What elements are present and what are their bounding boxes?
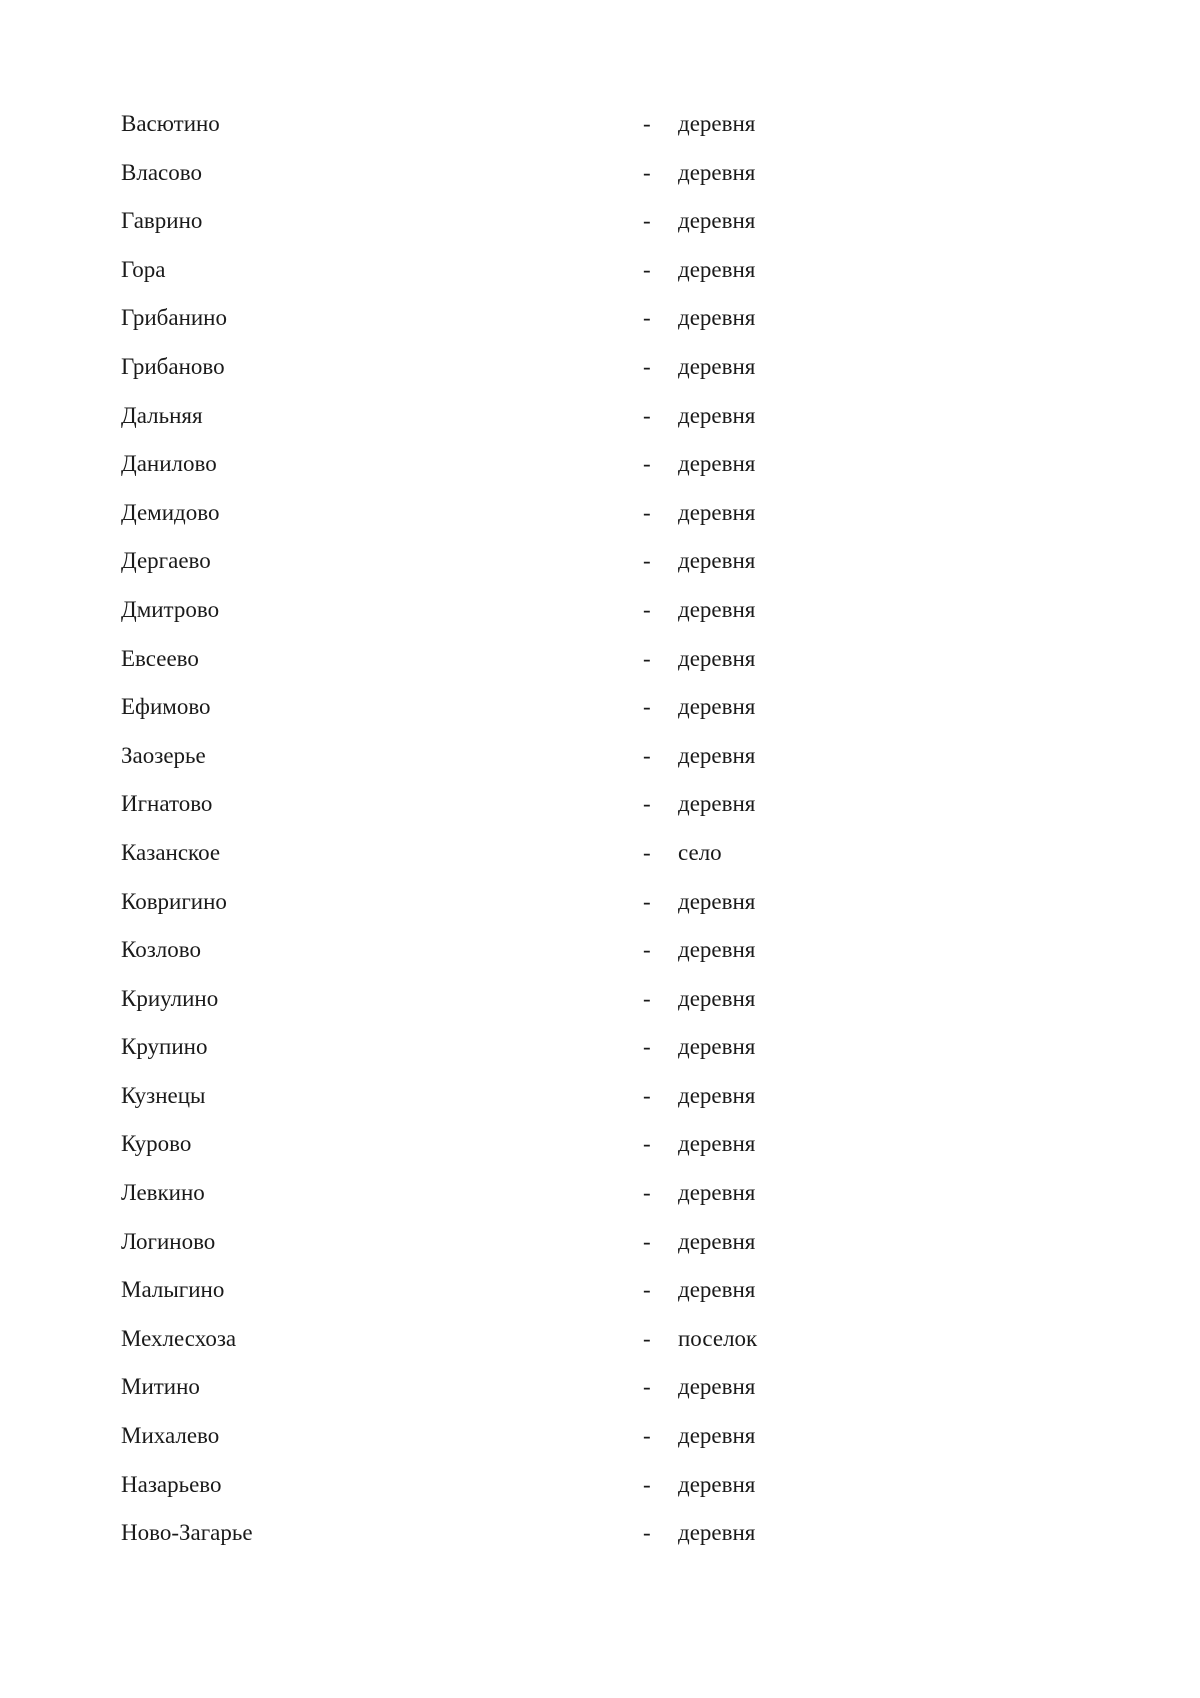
- settlement-name: Гора: [121, 256, 166, 282]
- list-item: [121, 305, 1021, 354]
- list-item: [121, 1520, 1021, 1569]
- list-item: [121, 1326, 1021, 1375]
- separator-dash: -: [643, 451, 651, 477]
- settlement-type: деревня: [678, 1034, 756, 1060]
- settlement-type: деревня: [678, 499, 756, 525]
- separator-dash: -: [643, 1374, 651, 1400]
- settlement-type: деревня: [678, 596, 756, 622]
- settlement-name: Крупино: [121, 1034, 208, 1060]
- separator-dash: -: [643, 548, 651, 574]
- settlement-name: Данилово: [121, 451, 217, 477]
- list-item: [121, 937, 1021, 986]
- separator-dash: -: [643, 596, 651, 622]
- settlement-type: деревня: [678, 645, 756, 671]
- settlement-type: село: [678, 839, 722, 865]
- settlement-name: Казанское: [121, 839, 221, 865]
- separator-dash: -: [643, 402, 651, 428]
- separator-dash: -: [643, 353, 651, 379]
- list-item: [121, 354, 1021, 403]
- separator-dash: -: [643, 888, 651, 914]
- separator-dash: -: [643, 1277, 651, 1303]
- settlement-name: Грибаново: [121, 353, 225, 379]
- settlement-name: Васютино: [121, 111, 220, 136]
- settlement-name: Ковригино: [121, 888, 227, 914]
- list-item: [121, 111, 1021, 160]
- settlement-name: Мехлесхоза: [121, 1325, 237, 1351]
- settlement-name: Грибанино: [121, 305, 227, 331]
- separator-dash: -: [643, 256, 651, 282]
- settlement-type: деревня: [678, 1277, 756, 1303]
- list-item: [121, 1180, 1021, 1229]
- list-item: [121, 548, 1021, 597]
- separator-dash: -: [643, 305, 651, 331]
- settlement-type: деревня: [678, 256, 756, 282]
- separator-dash: -: [643, 1423, 651, 1449]
- separator-dash: -: [643, 937, 651, 963]
- separator-dash: -: [643, 645, 651, 671]
- settlement-type: деревня: [678, 1082, 756, 1108]
- list-item: [121, 1423, 1021, 1472]
- list-item: [121, 743, 1021, 792]
- separator-dash: -: [643, 839, 651, 865]
- settlement-name: Власово: [121, 159, 202, 185]
- settlement-name: Назарьево: [121, 1471, 222, 1497]
- list-item: [121, 1083, 1021, 1132]
- settlement-name: Козлово: [121, 937, 201, 963]
- separator-dash: -: [643, 742, 651, 768]
- list-item: [121, 791, 1021, 840]
- settlement-name: Дергаево: [121, 548, 211, 574]
- settlement-type: деревня: [678, 888, 756, 914]
- separator-dash: -: [643, 1131, 651, 1157]
- settlement-type: деревня: [678, 402, 756, 428]
- list-item: [121, 1277, 1021, 1326]
- settlement-name: Ново-Загарье: [121, 1520, 253, 1546]
- settlement-name: Курово: [121, 1131, 192, 1157]
- list-item: [121, 451, 1021, 500]
- settlement-name: Малыгино: [121, 1277, 225, 1303]
- separator-dash: -: [643, 1180, 651, 1206]
- settlement-type: деревня: [678, 742, 756, 768]
- settlement-type: деревня: [678, 548, 756, 574]
- settlement-type: деревня: [678, 694, 756, 720]
- list-item: [121, 257, 1021, 306]
- settlement-name: Дальняя: [121, 402, 203, 428]
- settlement-type: деревня: [678, 985, 756, 1011]
- settlement-name: Игнатово: [121, 791, 213, 817]
- settlement-type: деревня: [678, 159, 756, 185]
- separator-dash: -: [643, 1471, 651, 1497]
- list-item: [121, 889, 1021, 938]
- settlement-name: Митино: [121, 1374, 200, 1400]
- settlement-type: деревня: [678, 1228, 756, 1254]
- list-item: [121, 1229, 1021, 1278]
- list-item: [121, 597, 1021, 646]
- settlement-type: деревня: [678, 208, 756, 234]
- settlement-type: деревня: [678, 1520, 756, 1546]
- settlement-type: деревня: [678, 353, 756, 379]
- settlement-type: деревня: [678, 1374, 756, 1400]
- settlement-type: деревня: [678, 1423, 756, 1449]
- list-item: [121, 500, 1021, 549]
- settlement-name: Евсеево: [121, 645, 199, 671]
- list-item: [121, 694, 1021, 743]
- separator-dash: -: [643, 791, 651, 817]
- separator-dash: -: [643, 1228, 651, 1254]
- list-item: [121, 160, 1021, 209]
- list-item: [121, 646, 1021, 695]
- settlement-list: [121, 111, 1021, 1569]
- separator-dash: -: [643, 985, 651, 1011]
- list-item: [121, 1034, 1021, 1083]
- list-item: [121, 1131, 1021, 1180]
- list-item: [121, 1472, 1021, 1521]
- separator-dash: -: [643, 159, 651, 185]
- settlement-name: Михалево: [121, 1423, 220, 1449]
- list-item: [121, 840, 1021, 889]
- settlement-type: деревня: [678, 1131, 756, 1157]
- settlement-type: поселок: [678, 1325, 758, 1351]
- settlement-name: Заозерье: [121, 742, 206, 768]
- list-item: [121, 986, 1021, 1035]
- settlement-name: Гаврино: [121, 208, 203, 234]
- settlement-name: Логиново: [121, 1228, 216, 1254]
- settlement-type: деревня: [678, 1471, 756, 1497]
- settlement-type: деревня: [678, 451, 756, 477]
- settlement-name: Кузнецы: [121, 1082, 206, 1108]
- separator-dash: -: [643, 694, 651, 720]
- separator-dash: -: [643, 1520, 651, 1546]
- list-item: [121, 1374, 1021, 1423]
- settlement-name: Ефимово: [121, 694, 211, 720]
- settlement-name: Криулино: [121, 985, 219, 1011]
- settlement-type: деревня: [678, 111, 756, 136]
- separator-dash: -: [643, 1034, 651, 1060]
- separator-dash: -: [643, 208, 651, 234]
- settlement-name: Дмитрово: [121, 596, 220, 622]
- separator-dash: -: [643, 111, 651, 136]
- separator-dash: -: [643, 1325, 651, 1351]
- separator-dash: -: [643, 1082, 651, 1108]
- settlement-name: Демидово: [121, 499, 220, 525]
- settlement-type: деревня: [678, 305, 756, 331]
- list-item: [121, 208, 1021, 257]
- settlement-type: деревня: [678, 791, 756, 817]
- separator-dash: -: [643, 499, 651, 525]
- list-item: [121, 403, 1021, 452]
- settlement-name: Левкино: [121, 1180, 205, 1206]
- settlement-type: деревня: [678, 937, 756, 963]
- settlement-type: деревня: [678, 1180, 756, 1206]
